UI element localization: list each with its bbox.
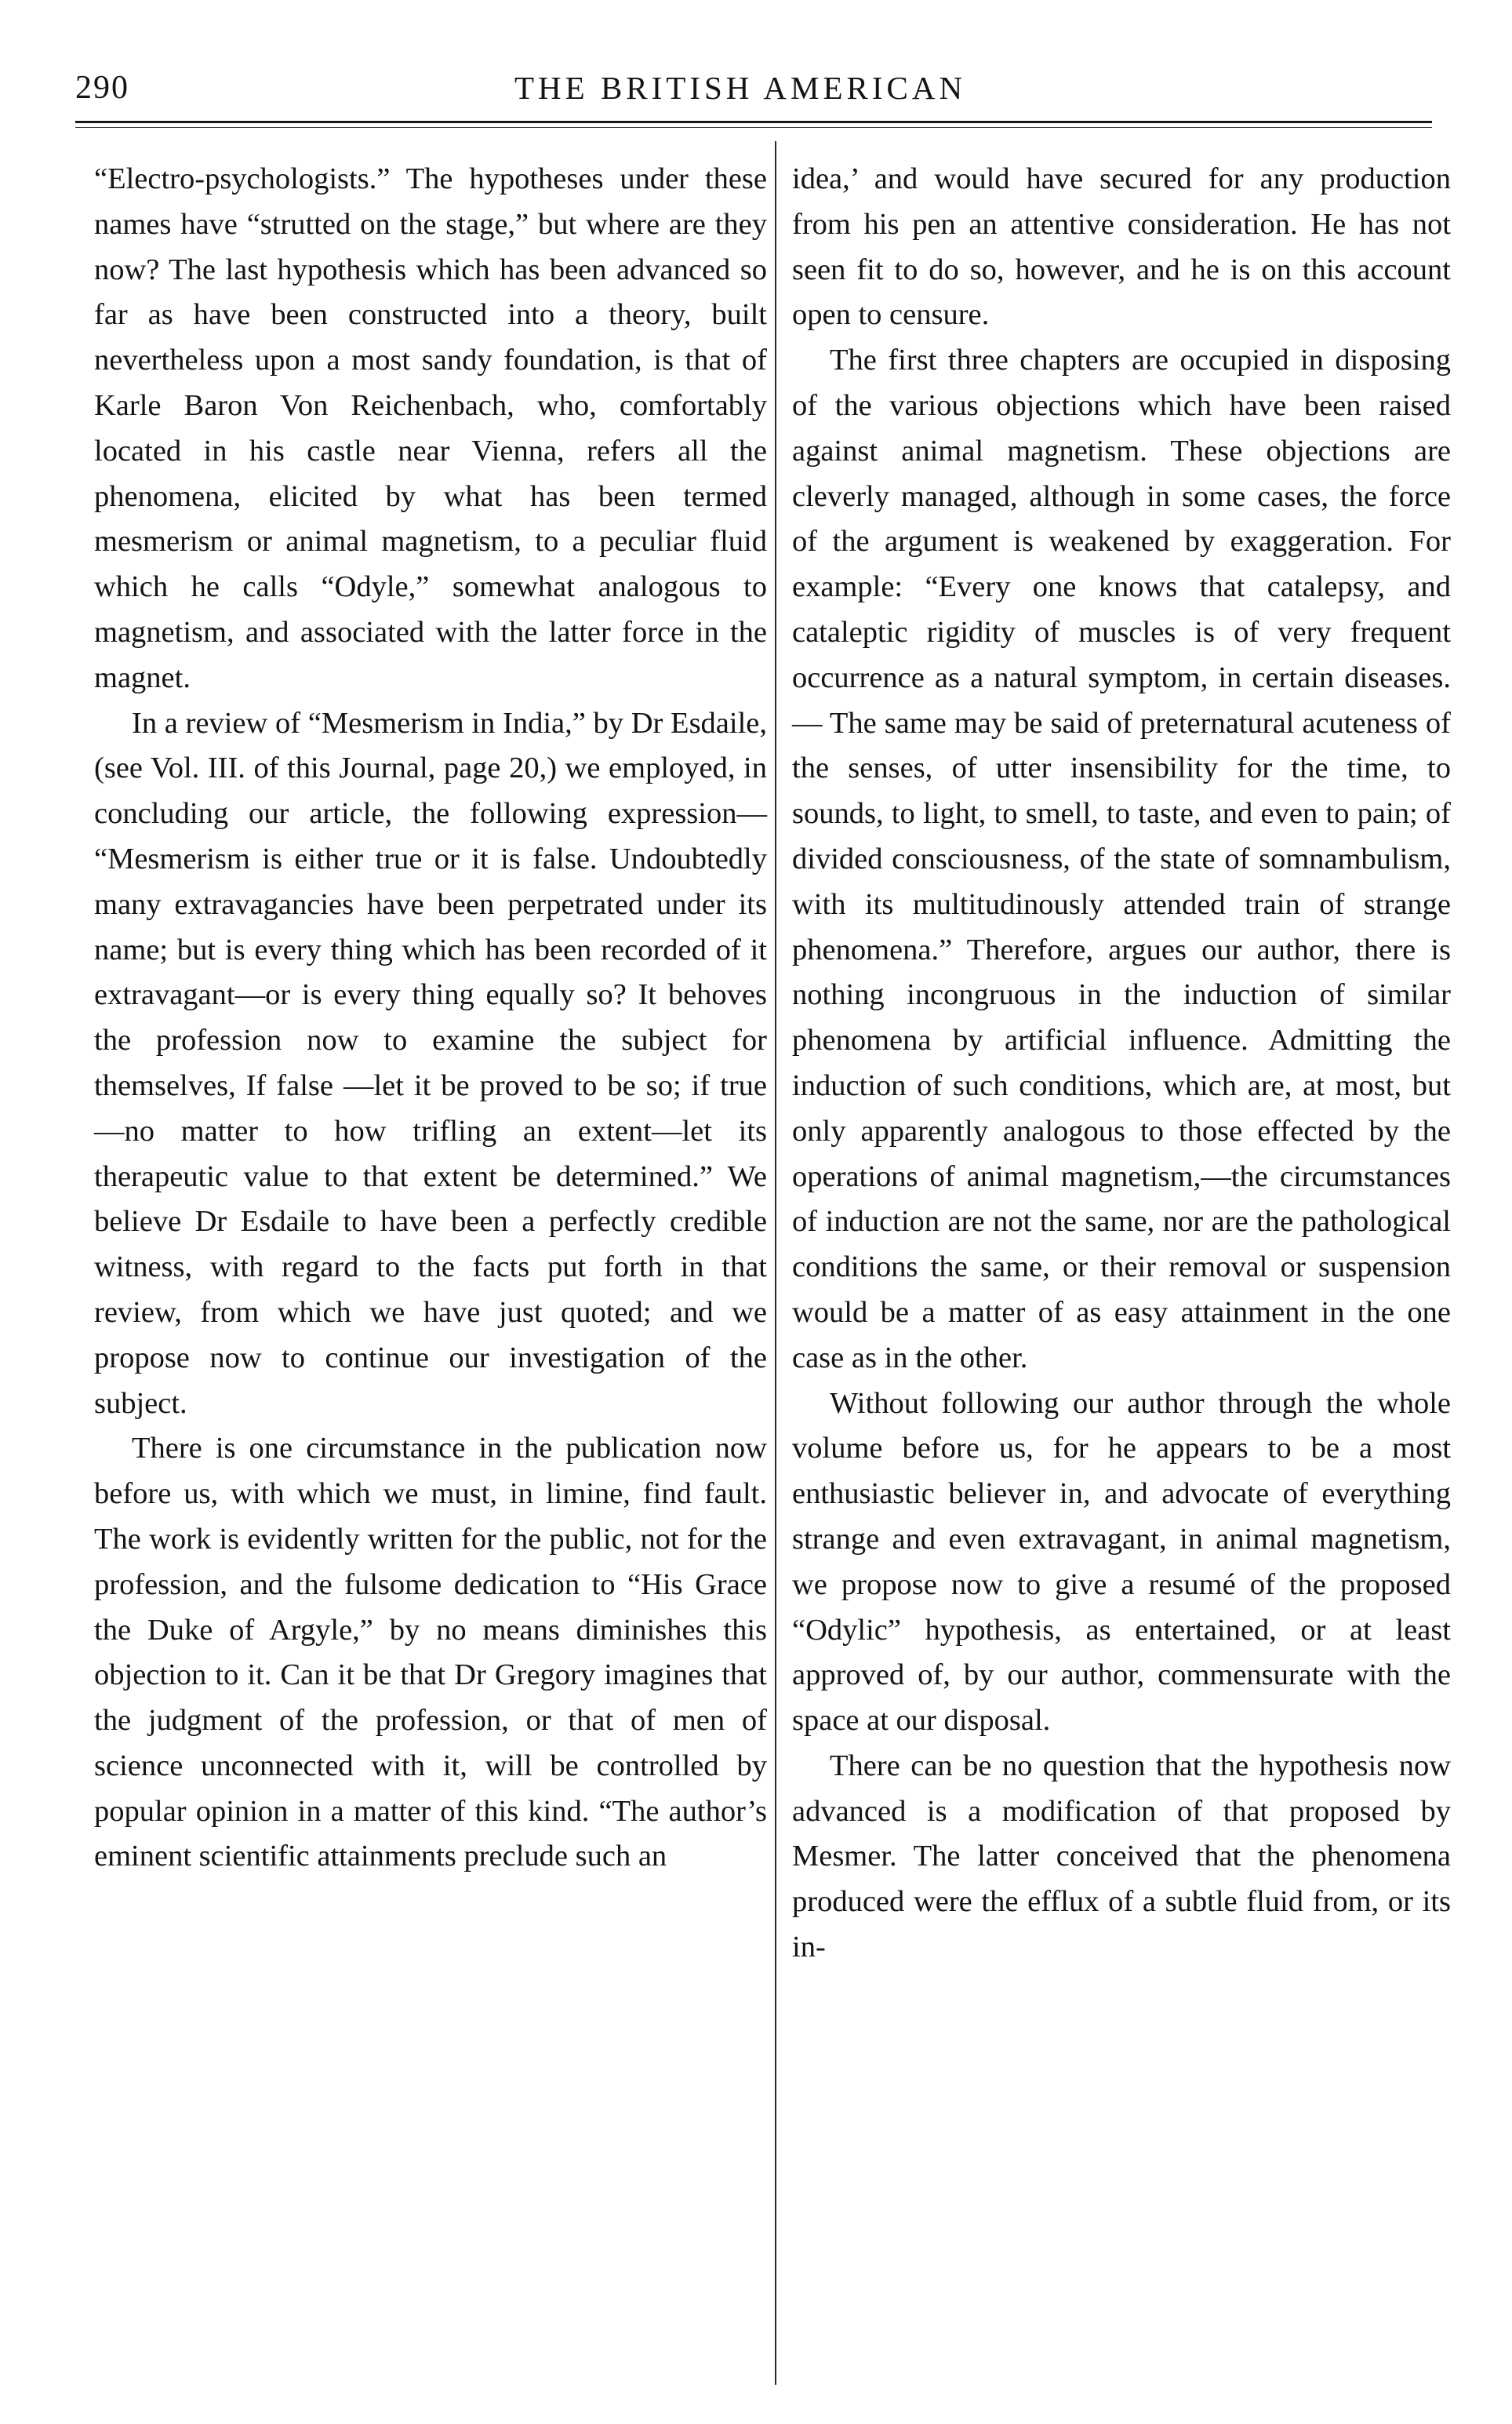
paragraph: The first three chapters are occupied in disposing of the various objections which have been raised against animal magnetism. These objections are cleverly managed, although in some cases, the force of the argument is weakened by exaggeration. For example: “Every one knows that catalepsy, and cataleptic rigidity of muscles is of very frequent occurrence as a natural symptom, in certain diseases.— The same may be said of preternatural acuteness of the senses, of utter insensibility for the time, to sounds, to light, to smell, to taste, and even to pain; of divided consciousness, of the state of somnambulism, with its multitudinously attended train of strange phenomena.” Therefore, argues our author, there is nothing incongruous in the induction of similar phenomena by artificial influence. Admitting the induction of such conditions, which are, at most, but only apparently analogous to those effected by the operations of animal magnetism,—the circumstances of induction are not the same, nor are the pathological conditions the same, or their removal or suspension would be a matter of as easy attainment in the one case as in the other. [792,344,1451,1374]
header-rule [75,121,1432,123]
paragraph: idea,’ and would have secured for any production from his pen an attentive consideration. He has not seen fit to do so, however, and he is on this account open to censure. [792,162,1451,332]
page-number: 290 [75,70,129,106]
paragraph: “Electro-psychologists.” The hypotheses under these names have “strutted on the stage,” but where are they now? The last hypothesis which has been advanced so far as have been constructed into a theory, built nevertheless upon a most sandy foundation, is that of Karle Baron Von Reichenbach, who, comfortably located in his castle near Vienna, refers all the phenomena, elicited by what has been termed mesmerism or animal magnetism, to a peculiar fluid which he calls “Odyle,” somewhat analogous to magnetism, and associated with the latter force in the magnet. [94,162,767,694]
paragraph: In a review of “Mesmerism in India,” by Dr Esdaile, (see Vol. III. of this Journal, page 20,) we employed, in concluding our article, the following expression— “Mesmerism is either true or it is false. Undoubtedly many extravagancies have been perpetrated under its name; but is every thing which has been recorded of it extravagant—or is every thing equally so? It behoves the profession now to examine the subject for themselves, If false —let it be proved to be so; if true—no matter to how trifling an extent—let its therapeutic value to that extent be determined.” We believe Dr Esdaile to have been a perfectly credible witness, with regard to the facts put forth in that review, from which we have just quoted; and we propose now to continue our investigation of the subject. [94,706,767,1420]
paragraph: Without following our author through the whole volume before us, for he appears to be a most enthusiastic believer in, and advocate of everything strange and even extravagant, in animal magnetism, we propose now to give a resumé of the proposed “Odylic” hypothesis, as entertained, or at least approved of, by our author, commensurate with the space at our disposal. [792,1386,1451,1738]
header-rule-thin [75,127,1432,128]
paragraph: There is one circumstance in the publication now before us, with which we must, in limine, find fault. The work is evidently written for the public, not for the profession, and the fulsome dedication to “His Grace the Duke of Argyle,” by no means diminishes this objection to it. Can it be that Dr Gregory imagines that the judgment of the profession, or that of men of science unconnected with it, will be controlled by popular opinion in a matter of this kind. “The author’s eminent scientific attainments preclude such an [94,1432,767,1873]
right-column [792,157,1451,1971]
left-column [94,157,767,1880]
paragraph: There can be no question that the hypothesis now advanced is a modification of that proposed by Mesmer. The latter conceived that the phenomena produced were the efflux of a subtle fluid from, or its in- [792,1749,1451,1964]
running-title: THE BRITISH AMERICAN [514,70,967,106]
page-header [75,64,1424,119]
column-divider [775,141,776,2385]
